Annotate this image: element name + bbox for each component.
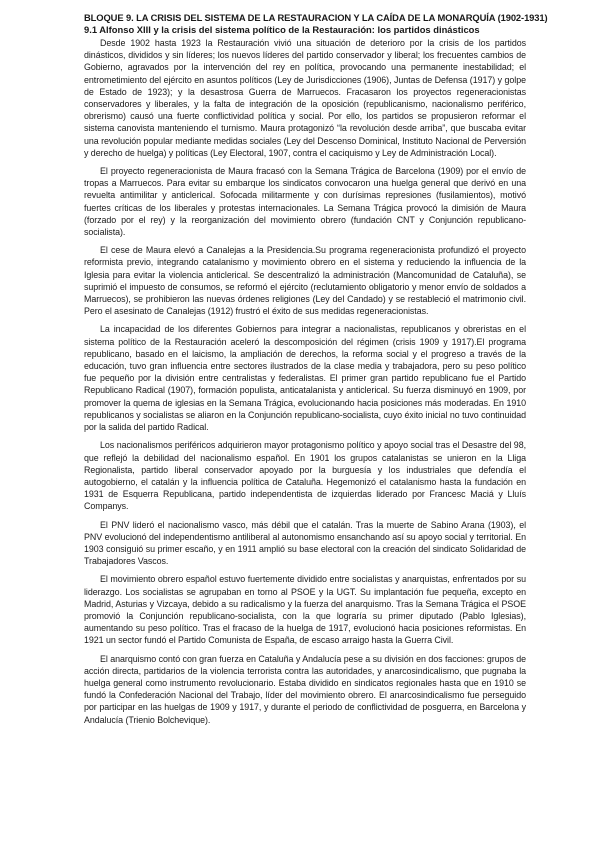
paragraph-restauracion-crisis: Desde 1902 hasta 1923 la Restauración vivió una situación de deterioro por la crisis de los partidos dinásticos, divididos y sin líderes; los nuevos líderes del partido conservador y liberal; los frecuentes cambios de Gobierno, agravados por la intervención del rey en política, provocando una permanente inestabilidad; el entrometimiento del ejército en asuntos políticos (Ley de Jurisdicciones (1906), Juntas de Defensa (1917) y golpe de Estado de 1923); y la desastrosa Guerra de Marruecos. Fracasaron los proyectos regeneracionistas conservadores y liberales, y la falta de integración de la oposición (republicanismo, nacionalismo periférico, obrerismo) causó una fuerte conflictividad política y social. Por ello, los partidos se propusieron reformar el sistema canovista manteniendo el turnismo. Maura protagonizó “la revolución desde arriba”, que buscaba evitar una revolución popular mediante medidas sociales (Ley del Descenso Dominical, Instituto Nacional de Perversión y derecho de huelga) y políticas (Ley Electoral, 1907, contra el caciquismo y Ley de Administración Local).	[84, 38, 526, 158]
paragraph-anarquismo: El anarquismo contó con gran fuerza en Cataluña y Andalucía pese a su división en dos facciones: grupos de acción directa, partidarios de la violencia terrorista contra las autoridades, y anarcosindicalismo, que pugnaba la huelga general como instrumento revolucionario. Estaba dividido en sindicatos regionales hasta que en 1910 se fundó la Confederación Nacional del Trabajo, líder del movimiento obrero. El anarcosindicalismo fue perseguido por participar en las huelgas de 1909 y 1917, y durante el periodo de conflictividad de posguerra, en Barcelona y Andalucía (Trienio Bolchevique).	[84, 653, 526, 725]
paragraph-semana-tragica: El proyecto regeneracionista de Maura fracasó con la Semana Trágica de Barcelona (1909) por el envío de tropas a Marruecos. Para evitar su embarque los sindicatos convocaron una huelga general que derivó en una revuelta antimilitar y anticlerical. Sofocada militarmente y con durísimas represiones (fusilamientos), motivó fuertes críticas de los liberales y protestas internacionales. La Semana Trágica provocó la dimisión de Maura (forzado por el rey) y la reorganización del movimiento obrero (fundación CNT y Conjunción republicano-socialista).	[84, 166, 526, 238]
paragraph-movimiento-obrero: El movimiento obrero español estuvo fuertemente dividido entre socialistas y anarquistas, enfrentados por su liderazgo. Los socialistas se agrupaban en torno al PSOE y la UGT. Su implantación fue pequeña, excepto en Madrid, Asturias y Vizcaya, debido a su radicalismo y la fuerza del anarquismo. Tras la Semana Trágica el PSOE promovió la Conjunción republicano-socialista, con la que lograría su primer diputado (Pablo Iglesias), aumentando su peso político. Tras el fracaso de la huelga de 1917, evolucionó hacia posiciones reformistas. En 1921 un sector fundó el Partido Comunista de España, de escaso arraigo hasta la Guerra Civil.	[84, 574, 526, 646]
paragraph-republicanismo: La incapacidad de los diferentes Gobiernos para integrar a nacionalistas, republicanos y obreristas en el sistema político de la Restauración aceleró la descomposición del régimen (crisis 1909 y 1917).El programa republicano, basado en el laicismo, la ampliación de derechos, la reforma social y el progreso a través de la educación, tuvo gran influencia entre sectores ilustrados de la clase media y trabajadora, pero su peso político fue pequeño por la división entre centralistas y federalistas. El primer gran partido republicano fue el Partido Republicano Radical (1907), formación populista, anticatalanista y anticlerical. Su fuerza disminuyó en 1909, por promover la quema de iglesias en la Semana Trágica, evolucionando hacia posiciones más moderadas. En 1910 republicanos y socialistas se aliaron en la Conjunción republicano-socialista, cuyo éxito inicial no tuvo continuidad por la salida del partido Radical.	[84, 324, 526, 433]
paragraph-nacionalismo-vasco: El PNV lideró el nacionalismo vasco, más débil que el catalán. Tras la muerte de Sabino Arana (1903), el PNV evolucionó del independentismo antiliberal al autonomismo ensanchando así su apoyo social y territorial. En 1903 consiguió su primer escaño, y en 1911 amplió su base electoral con la creación del sindicato Solidaridad de Trabajadores Vascos.	[84, 519, 526, 567]
document-title: BLOQUE 9. LA CRISIS DEL SISTEMA DE LA RESTAURACION Y LA CAÍDA DE LA MONARQUÍA (1902-1931)	[84, 12, 548, 23]
document-subtitle: 9.1 Alfonso XIII y la crisis del sistema político de la Restauración: los partidos dinásticos	[84, 24, 480, 35]
paragraph-canalejas: El cese de Maura elevó a Canalejas a la Presidencia.Su programa regeneracionista profundizó el proyecto reformista previo, integrando catalanismo y movimiento obrero en el sistema y reduciendo la influencia de la Iglesia para evitar la violencia anticlerical. Se descentralizó la administración (Mancomunidad de Cataluña), se suprimió el impuesto de consumos, se reformó el ejército (reclutamiento obligatorio y menor envío de soldados a Marruecos), se prohibieron las nuevas órdenes religiones (Ley del Candado) y se restableció el matrimonio civil. Pero el asesinato de Canalejas (1912) frustró el éxito de sus medidas regeneracionistas.	[84, 245, 526, 317]
paragraph-nacionalismo-catalan: Los nacionalismos periféricos adquirieron mayor protagonismo político y apoyo social tras el Desastre del 98, que reflejó la debilidad del nacionalismo español. En 1901 los grupos catalanistas se unieron en la Lliga Regionalista, partido liberal conservador apoyado por la burguesía y los industriales que defendía el autogobierno, el catalán y la influencia política de Cataluña. Hegemonizó el catalanismo hasta la fundación en 1931 de Esquerra Republicana, partido independentista de izquierdas liderado por Francesc Maciá y Lluís Companys.	[84, 440, 526, 512]
